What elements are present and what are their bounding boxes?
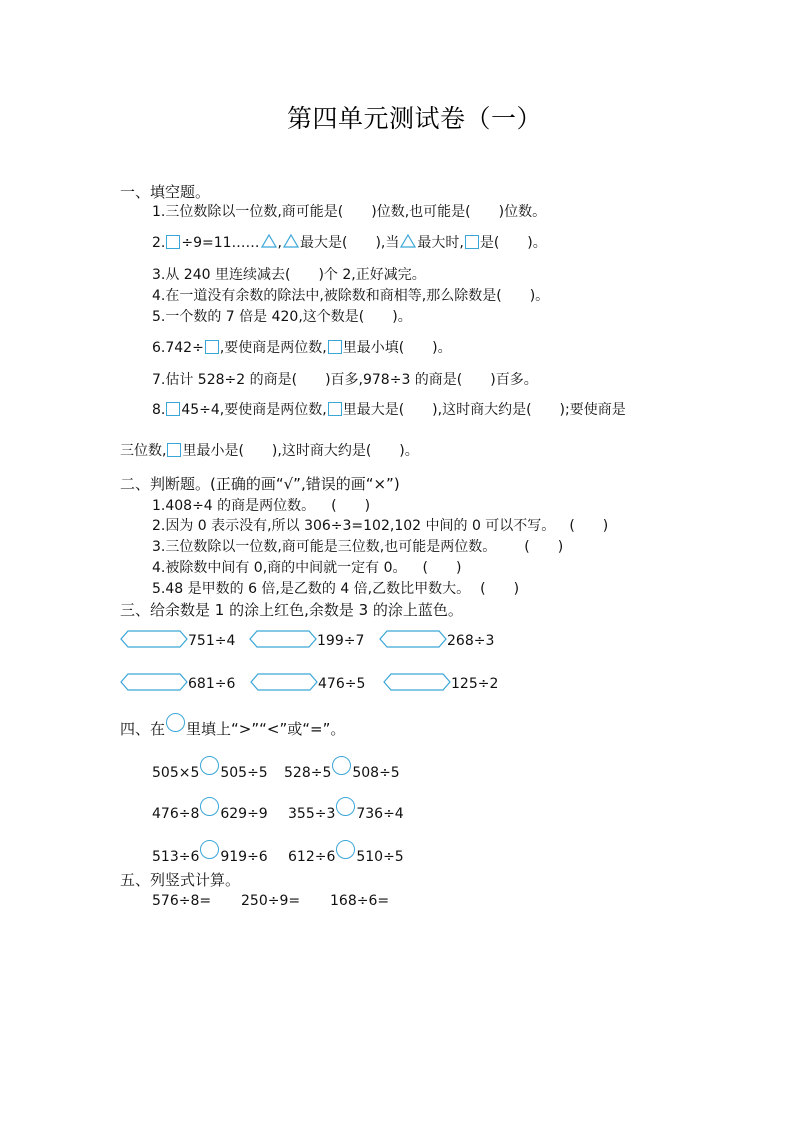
compare-item [152,840,268,866]
compare-circle[interactable] [336,797,355,816]
section-vertical-calc-heading: 五、列竖式计算。 [120,871,241,889]
hexagon-icon[interactable] [249,630,317,648]
q8-cont-part-a: 三位数, [120,443,167,459]
question-1-8 [152,401,626,419]
calc-item-3: 168÷6= [330,893,390,909]
question-1-5: 5.一个数的 7 倍是 420,这个数是( )。 [152,309,412,325]
hexagon-label: 199÷7 [317,633,365,649]
hexagon-icon[interactable] [120,673,188,691]
compare-left: 612÷6 [288,849,336,865]
square-icon [328,340,342,354]
square-icon [166,402,180,416]
q8-part-a: 8. [152,402,166,418]
tf-item-text: 2.因为 0 表示没有,所以 306÷3=102,102 中间的 0 可以不写。 [152,518,556,534]
compare-right: 510÷5 [356,849,404,865]
compare-right: 505÷5 [220,765,268,781]
q2-part-f: 是( )。 [479,235,547,251]
q2-part-a: 2. [152,235,166,251]
tf-item-3 [152,538,563,556]
hexagon-item[interactable] [250,673,365,693]
compare-right: 736÷4 [356,806,404,822]
question-1-4: 4.在一道没有余数的除法中,被除数和商相等,那么除数是( )。 [152,288,550,304]
square-icon [205,340,219,354]
compare-right: 919÷6 [220,849,268,865]
hexagon-item[interactable] [249,630,364,650]
tf-item-1 [152,497,370,515]
tf-item-text: 4.被除数中间有 0,商的中间就一定有 0。 [152,560,407,576]
q2-part-c: , [277,235,282,251]
tf-item-4 [152,559,461,577]
hexagon-icon[interactable] [250,673,318,691]
section-coloring-heading: 三、给余数是 1 的涂上红色,余数是 3 的涂上蓝色。 [120,601,463,619]
compare-circle[interactable] [336,840,355,859]
compare-left: 355÷3 [288,806,336,822]
hexagon-label: 681÷6 [188,676,236,692]
compare-left: 505×5 [152,765,200,781]
compare-left: 528÷5 [284,765,332,781]
answer-paren: ( ) [331,498,371,514]
compare-item [284,756,400,782]
hexagon-icon[interactable] [383,673,451,691]
hexagon-label: 268÷3 [447,633,495,649]
square-icon [167,443,181,457]
q2-part-b: ÷9=11…… [181,235,260,251]
question-1-8-continued [120,442,419,460]
q6-part-a: 6.742÷ [152,340,204,356]
hexagon-item[interactable] [120,630,235,650]
hexagon-item[interactable] [120,673,235,693]
compare-circle[interactable] [200,840,219,859]
section-true-false-heading: 二、判断题。(正确的画“√”,错误的画“×”) [120,475,400,493]
q2-part-d: 最大是( ),当 [300,235,400,251]
tf-item-2 [152,517,608,535]
page-title: 第四单元测试卷（一） [287,104,543,133]
compare-item [152,797,268,823]
compare-item [288,840,404,866]
calc-item-2: 250÷9= [241,893,301,909]
hexagon-label: 125÷2 [451,676,499,692]
tf-item-text: 1.408÷4 的商是两位数。 [152,498,316,514]
hexagon-icon[interactable] [120,630,188,648]
compare-circle[interactable] [200,797,219,816]
triangle-icon [400,234,416,248]
square-icon [465,235,479,249]
compare-right: 508÷5 [352,765,400,781]
compare-left: 476÷8 [152,806,200,822]
question-1-7: 7.估计 528÷2 的商是( )百多,978÷3 的商是( )百多。 [152,372,538,388]
compare-right: 629÷9 [220,806,268,822]
answer-paren: ( ) [480,581,520,597]
q6-part-c: 里最小填( )。 [342,340,452,356]
tf-item-text: 5.48 是甲数的 6 倍,是乙数的 4 倍,乙数比甲数大。 [152,581,471,597]
answer-paren: ( ) [524,539,564,555]
compare-item [288,797,404,823]
compare-item [152,756,268,782]
heading-part-a: 四、在 [120,720,166,738]
q2-part-e: 最大时, [417,235,464,251]
compare-circle[interactable] [200,756,219,775]
q8-cont-part-b: 里最小是( ),这时商大约是( )。 [182,443,419,459]
hexagon-item[interactable] [383,673,498,693]
question-1-1: 1.三位数除以一位数,商可能是( )位数,也可能是( )位数。 [152,204,547,220]
tf-item-5 [152,580,519,598]
section-fill-blank-heading: 一、填空题。 [120,183,211,201]
calc-item-1: 576÷8= [152,893,212,909]
q8-part-b: 45÷4,要使商是两位数, [181,402,327,418]
q8-part-c: 里最大是( ),这时商大约是( );要使商是 [342,402,626,418]
section-compare-heading [120,713,345,738]
question-1-2 [152,234,547,252]
triangle-icon [283,234,299,248]
hexagon-label: 751÷4 [188,633,236,649]
hexagon-item[interactable] [379,630,494,650]
question-1-6 [152,339,452,357]
circle-icon [166,713,185,732]
square-icon [166,235,180,249]
q6-part-b: ,要使商是两位数, [219,340,327,356]
square-icon [328,402,342,416]
heading-part-b: 里填上“>”“<”或“=”。 [186,720,346,738]
triangle-icon [261,234,277,248]
tf-item-text: 3.三位数除以一位数,商可能是三位数,也可能是两位数。 [152,539,497,555]
hexagon-label: 476÷5 [318,676,366,692]
compare-circle[interactable] [332,756,351,775]
compare-left: 513÷6 [152,849,200,865]
answer-paren: ( ) [422,560,462,576]
question-1-3: 3.从 240 里连续减去( )个 2,正好减完。 [152,267,426,283]
answer-paren: ( ) [569,518,609,534]
hexagon-icon[interactable] [379,630,447,648]
